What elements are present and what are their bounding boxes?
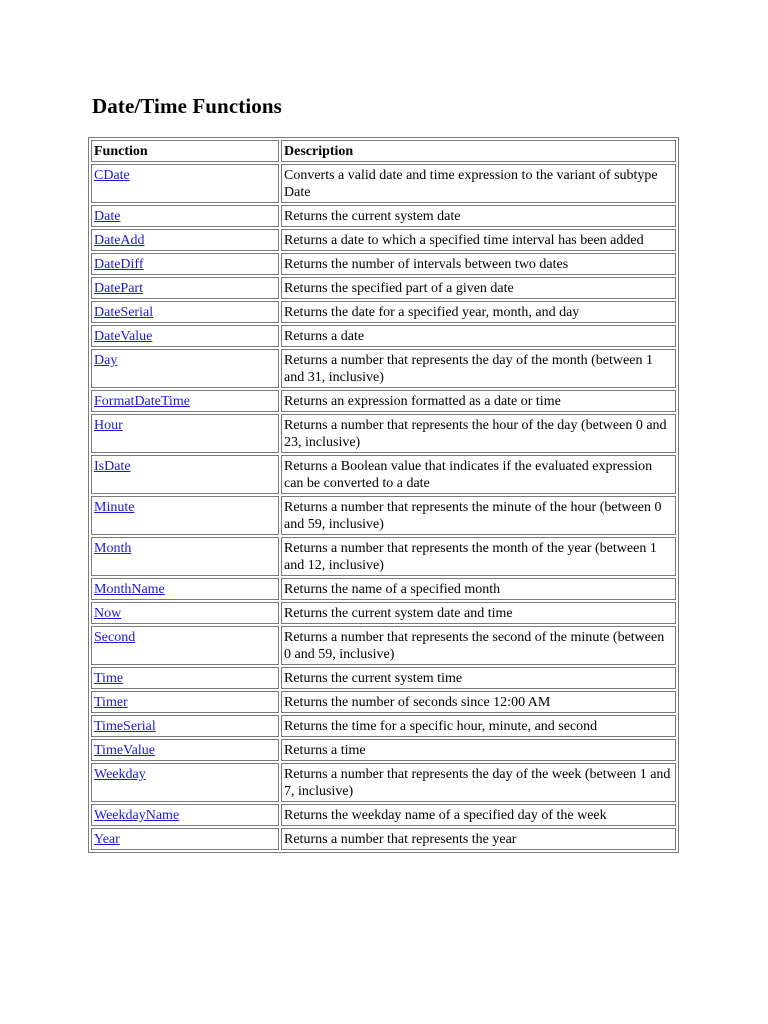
function-cell <box>91 804 279 826</box>
description-cell: Returns a number that represents the day of the month (between 1 and 31, inclusive) <box>281 349 676 388</box>
function-cell <box>91 325 279 347</box>
table-row <box>91 715 676 737</box>
function-cell <box>91 739 279 761</box>
page-title: Date/Time Functions <box>92 94 282 118</box>
description-cell: Returns a number that represents the month of the year (between 1 and 12, inclusive) <box>281 537 676 576</box>
description-cell: Returns the date for a specified year, month, and day <box>281 301 676 323</box>
table-row <box>91 691 676 713</box>
function-link-dateadd[interactable]: DateAdd <box>94 233 145 248</box>
function-link-time[interactable]: Time <box>94 671 124 686</box>
function-link-weekday[interactable]: Weekday <box>94 767 146 782</box>
function-cell <box>91 667 279 689</box>
function-cell <box>91 496 279 535</box>
function-link-day[interactable]: Day <box>94 353 118 368</box>
table-body <box>91 164 676 850</box>
function-link-timeserial[interactable]: TimeSerial <box>94 719 156 734</box>
function-cell <box>91 602 279 624</box>
function-link-hour[interactable]: Hour <box>94 418 123 433</box>
table-row <box>91 804 676 826</box>
table-row <box>91 325 676 347</box>
table-row <box>91 205 676 227</box>
function-link-date[interactable]: Date <box>94 209 121 224</box>
description-cell: Returns a time <box>281 739 676 761</box>
description-cell: Returns the current system time <box>281 667 676 689</box>
function-link-weekdayname[interactable]: WeekdayName <box>94 808 180 823</box>
function-link-formatdatetime[interactable]: FormatDateTime <box>94 394 190 409</box>
functions-table <box>88 137 679 853</box>
function-cell <box>91 253 279 275</box>
function-cell <box>91 578 279 600</box>
description-cell: Converts a valid date and time expression to the variant of subtype Date <box>281 164 676 203</box>
description-cell: Returns a date <box>281 325 676 347</box>
table-row <box>91 229 676 251</box>
table-row <box>91 739 676 761</box>
table-row <box>91 496 676 535</box>
description-cell: Returns a number that represents the hour of the day (between 0 and 23, inclusive) <box>281 414 676 453</box>
description-cell: Returns the weekday name of a specified day of the week <box>281 804 676 826</box>
function-link-dateserial[interactable]: DateSerial <box>94 305 154 320</box>
function-cell <box>91 455 279 494</box>
table-row <box>91 301 676 323</box>
function-link-month[interactable]: Month <box>94 541 132 556</box>
header-description: Description <box>281 140 676 162</box>
description-cell: Returns a number that represents the year <box>281 828 676 850</box>
function-link-second[interactable]: Second <box>94 630 136 645</box>
description-cell: Returns a date to which a specified time interval has been added <box>281 229 676 251</box>
function-link-year[interactable]: Year <box>94 832 120 847</box>
function-cell <box>91 537 279 576</box>
table-row <box>91 537 676 576</box>
table-row <box>91 828 676 850</box>
function-link-timer[interactable]: Timer <box>94 695 128 710</box>
function-link-datevalue[interactable]: DateValue <box>94 329 153 344</box>
table-row <box>91 390 676 412</box>
table-row <box>91 414 676 453</box>
description-cell: Returns the name of a specified month <box>281 578 676 600</box>
function-link-datepart[interactable]: DatePart <box>94 281 143 296</box>
description-cell: Returns a number that represents the day of the week (between 1 and 7, inclusive) <box>281 763 676 802</box>
function-link-minute[interactable]: Minute <box>94 500 135 515</box>
table-row <box>91 349 676 388</box>
table-header-row <box>91 140 676 162</box>
function-link-monthname[interactable]: MonthName <box>94 582 165 597</box>
function-cell <box>91 626 279 665</box>
description-cell: Returns the specified part of a given date <box>281 277 676 299</box>
description-cell: Returns the number of seconds since 12:00 AM <box>281 691 676 713</box>
function-cell <box>91 205 279 227</box>
function-link-isdate[interactable]: IsDate <box>94 459 131 474</box>
description-cell: Returns the current system date and time <box>281 602 676 624</box>
function-cell <box>91 229 279 251</box>
table-row <box>91 626 676 665</box>
function-cell <box>91 763 279 802</box>
description-cell: Returns the time for a specific hour, minute, and second <box>281 715 676 737</box>
table-row <box>91 277 676 299</box>
table-row <box>91 578 676 600</box>
table-row <box>91 164 676 203</box>
function-cell <box>91 691 279 713</box>
table-row <box>91 602 676 624</box>
function-cell <box>91 828 279 850</box>
function-cell <box>91 349 279 388</box>
function-link-now[interactable]: Now <box>94 606 122 621</box>
function-cell <box>91 390 279 412</box>
table-row <box>91 253 676 275</box>
table-row <box>91 455 676 494</box>
function-cell <box>91 414 279 453</box>
description-cell: Returns a Boolean value that indicates if the evaluated expression can be converted to a date <box>281 455 676 494</box>
function-cell <box>91 164 279 203</box>
table-row <box>91 763 676 802</box>
function-cell <box>91 277 279 299</box>
description-cell: Returns the number of intervals between two dates <box>281 253 676 275</box>
description-cell: Returns a number that represents the second of the minute (between 0 and 59, inclusive) <box>281 626 676 665</box>
description-cell: Returns an expression formatted as a date or time <box>281 390 676 412</box>
table-row <box>91 667 676 689</box>
header-function: Function <box>91 140 279 162</box>
function-cell <box>91 715 279 737</box>
description-cell: Returns a number that represents the minute of the hour (between 0 and 59, inclusive) <box>281 496 676 535</box>
function-cell <box>91 301 279 323</box>
function-link-cdate[interactable]: CDate <box>94 168 130 183</box>
function-link-timevalue[interactable]: TimeValue <box>94 743 155 758</box>
description-cell: Returns the current system date <box>281 205 676 227</box>
function-link-datediff[interactable]: DateDiff <box>94 257 144 272</box>
